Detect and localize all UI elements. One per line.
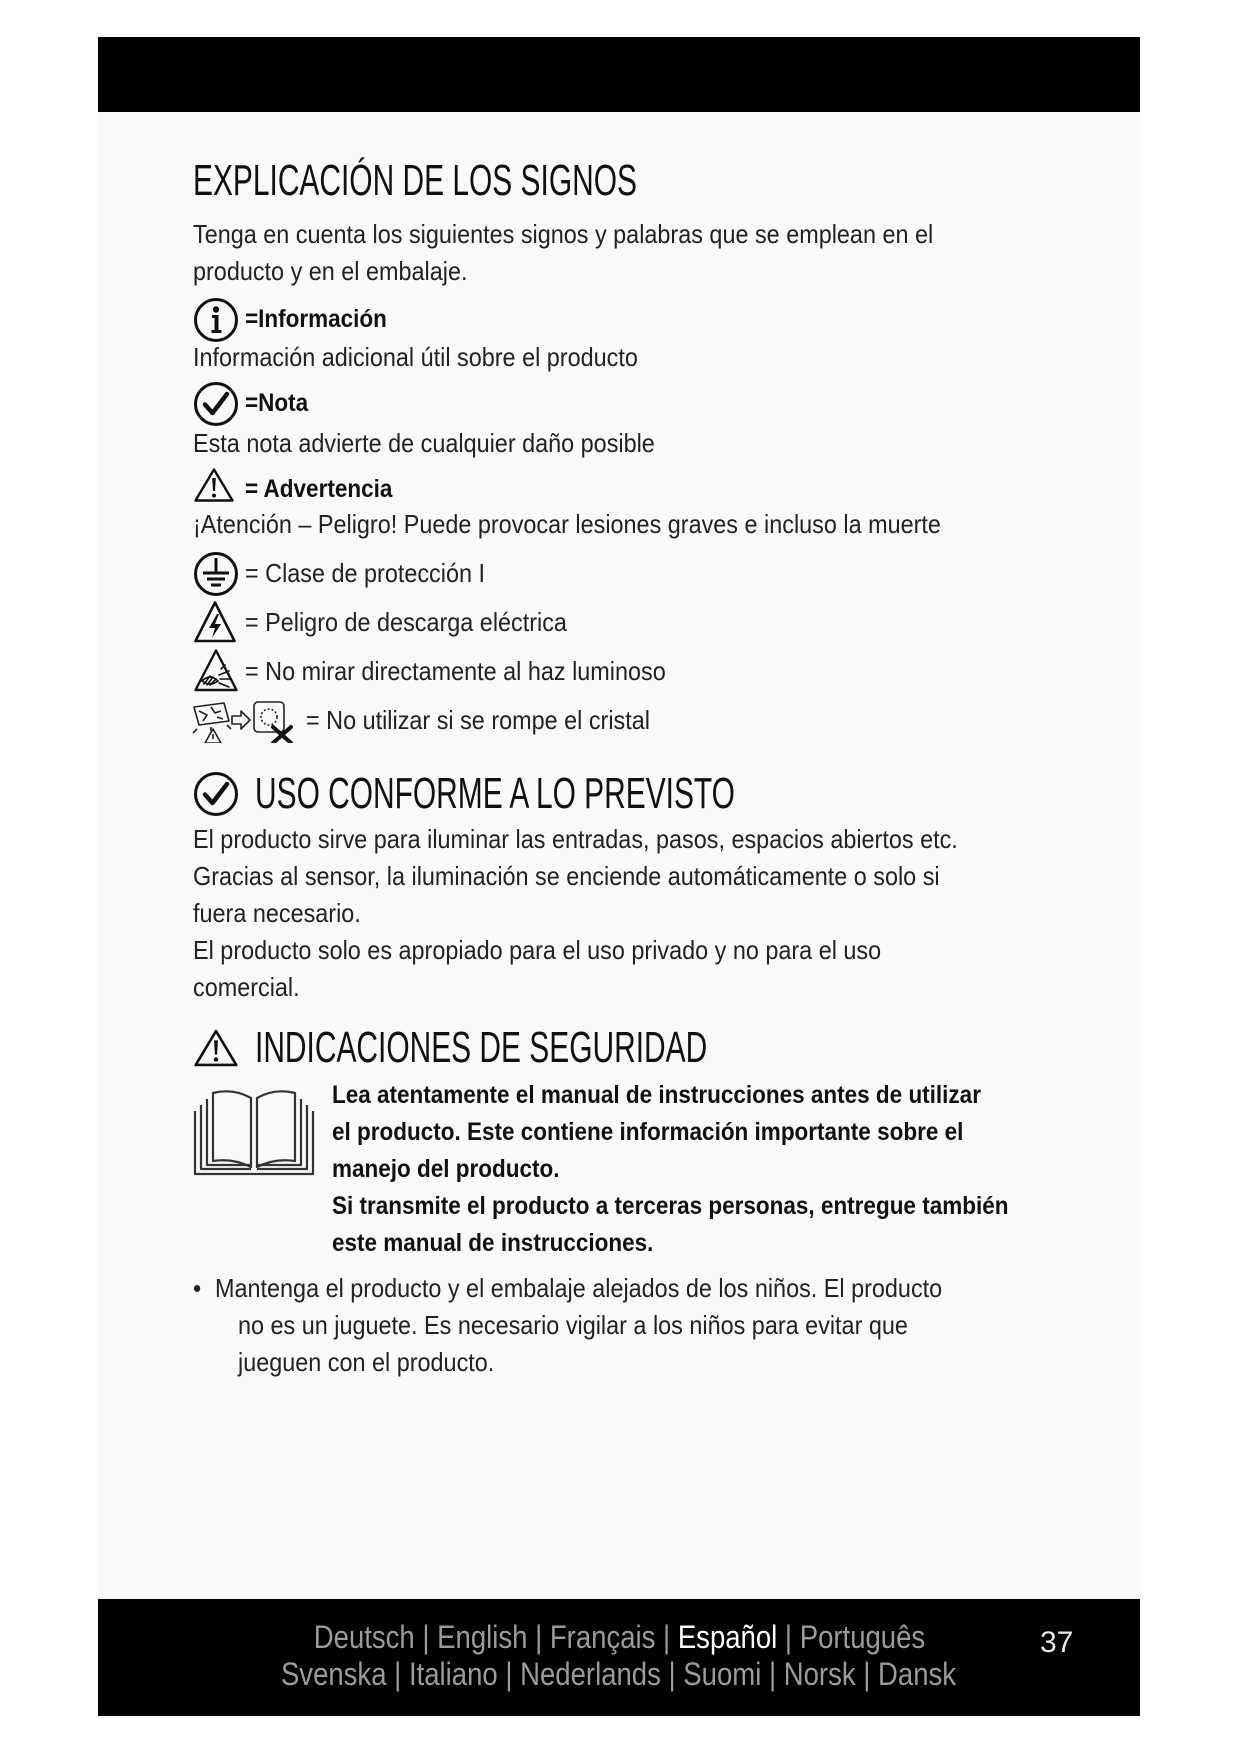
sign-label-broken-glass: = No utilizar si se rompe el cristal	[306, 705, 650, 735]
language-svenska: Svenska	[281, 1656, 387, 1692]
electric-shock-warning-icon	[193, 600, 237, 644]
language-espanol-active: Español	[677, 1619, 777, 1655]
manual-notice-line: el producto. Este contiene información importante sobre el	[332, 1118, 964, 1146]
language-suomi: Suomi	[683, 1656, 762, 1692]
language-separator: |	[394, 1656, 402, 1692]
sign-label-note: =Nota	[245, 389, 309, 417]
check-circle-icon	[193, 771, 239, 817]
section-title-signs: EXPLICACIÓN DE LOS SIGNOS	[193, 156, 637, 205]
language-portugues: Português	[799, 1619, 925, 1655]
language-francais: Français	[549, 1619, 655, 1655]
signs-intro-line: Tenga en cuenta los siguientes signos y palabras que se emplean en el	[193, 219, 934, 249]
language-norsk: Norsk	[784, 1656, 857, 1692]
section-title-intended-use: USO CONFORME A LO PREVISTO	[255, 769, 735, 818]
manual-notice-line: Si transmite el producto a terceras personas, entregue también	[332, 1192, 1009, 1220]
language-list-row-1	[98, 1619, 1140, 1656]
sign-label-do-not-stare: = No mirar directamente al haz luminoso	[245, 656, 666, 686]
signs-intro-line: producto y en el embalaje.	[193, 256, 468, 286]
language-separator: |	[662, 1619, 670, 1655]
language-separator: |	[668, 1656, 677, 1692]
language-list-row-2	[98, 1656, 1140, 1693]
open-book-icon	[193, 1087, 315, 1177]
language-english: English	[436, 1619, 527, 1655]
sign-description-warning: ¡Atención – Peligro! Puede provocar lesiones graves e incluso la muerte	[193, 509, 941, 539]
language-separator: |	[421, 1619, 430, 1655]
check-circle-icon	[193, 381, 239, 427]
intended-use-line: comercial.	[193, 972, 300, 1002]
language-separator: |	[784, 1619, 792, 1655]
warning-triangle-icon	[193, 467, 235, 503]
language-italiano: Italiano	[409, 1656, 499, 1692]
info-circle-icon	[193, 297, 239, 343]
page-number: 37	[1040, 1626, 1074, 1659]
language-separator: |	[863, 1656, 871, 1692]
intended-use-line: fuera necesario.	[193, 898, 361, 928]
broken-glass-do-not-use-icon	[191, 699, 295, 743]
sign-label-info: =Información	[245, 305, 387, 333]
manual-notice-line: Lea atentamente el manual de instrucciones antes de utilizar	[332, 1081, 981, 1109]
section-title-safety: INDICACIONES DE SEGURIDAD	[255, 1023, 708, 1072]
language-separator: |	[534, 1619, 542, 1655]
bullet-item-line: Mantenga el producto y el embalaje alejados de los niños. El producto	[215, 1273, 943, 1303]
do-not-stare-at-light-icon	[193, 648, 239, 694]
sign-description-info: Información adicional útil sobre el producto	[193, 342, 638, 372]
intended-use-line: El producto sirve para iluminar las entradas, pasos, espacios abiertos etc.	[193, 824, 958, 854]
intended-use-line: El producto solo es apropiado para el uso privado y no para el uso	[193, 935, 882, 965]
bullet-item-line: jueguen con el producto.	[238, 1347, 495, 1377]
language-separator: |	[769, 1656, 777, 1692]
bullet-marker: •	[193, 1273, 202, 1303]
sign-description-note: Esta nota advierte de cualquier daño posible	[193, 428, 655, 458]
header-bar	[98, 37, 1140, 112]
sign-label-electric-shock: = Peligro de descarga eléctrica	[245, 607, 567, 637]
manual-notice-line: este manual de instrucciones.	[332, 1229, 654, 1257]
bullet-item-line: no es un juguete. Es necesario vigilar a los niños para evitar que	[238, 1310, 908, 1340]
warning-triangle-icon	[193, 1028, 239, 1068]
language-separator: |	[505, 1656, 513, 1692]
manual-notice-line: manejo del producto.	[332, 1155, 560, 1183]
intended-use-line: Gracias al sensor, la iluminación se enciende automáticamente o solo si	[193, 861, 940, 891]
sign-label-protection-class: = Clase de protección I	[245, 558, 485, 588]
language-dansk: Dansk	[878, 1656, 957, 1692]
language-deutsch: Deutsch	[313, 1619, 415, 1655]
protective-earth-icon	[193, 551, 239, 597]
sign-label-warning: = Advertencia	[245, 475, 393, 503]
language-nederlands: Nederlands	[520, 1656, 662, 1692]
